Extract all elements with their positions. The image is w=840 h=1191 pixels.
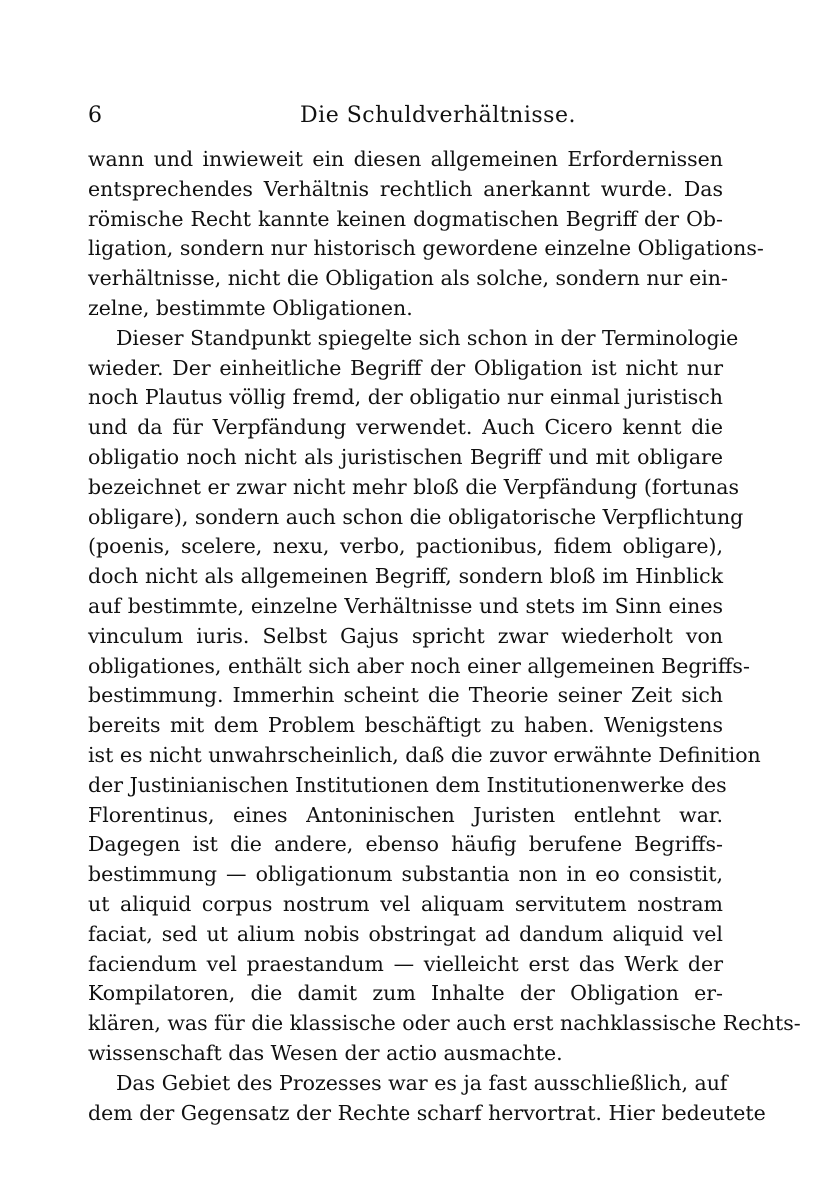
text-line: vinculum iuris. Selbst Gajus spricht zwar wiederholt von [88,623,723,648]
running-title: Die Schuldverhältnisse. [300,103,576,128]
text-line: noch Plautus völlig fremd, der obligatio nur einmal juristisch [88,385,723,410]
text-line: ist es nicht unwahrscheinlich, daß die zuvor erwähnte Definition [88,742,761,767]
text-line: römische Recht kannte keinen dogmatischen Begriff der Ob- [88,206,723,231]
body-text [88,145,801,1128]
text-line: Florentinus, eines Antoninischen Juristen entlehnt war. [88,802,723,827]
text-line: und da für Verpfändung verwendet. Auch Cicero kennt die [88,415,723,440]
text-line: dem der Gegensatz der Rechte scharf hervortrat. Hier bedeutete [88,1100,766,1125]
text-line: faciendum vel praestandum — vielleicht erst das Werk der [88,951,723,976]
text-line: bestimmung — obligationum substantia non in eo consistit, [88,862,723,887]
text-line: doch nicht als allgemeinen Begriff, sondern bloß im Hinblick [88,564,723,589]
text-line: obligationes, enthält sich aber noch einer allgemeinen Begriffs- [88,653,750,678]
text-line: ut aliquid corpus nostrum vel aliquam servitutem nostram [88,891,723,916]
text-line: klären, was für die klassische oder auch erst nachklassische Rechts- [88,1011,801,1036]
page-header [88,98,723,134]
text-line: auf bestimmte, einzelne Verhältnisse und stets im Sinn eines [88,593,723,618]
text-line: wissenschaft das Wesen der actio ausmachte. [88,1040,563,1065]
text-line: bereits mit dem Problem beschäftigt zu haben. Wenigstens [88,713,723,738]
paragraph [88,1069,766,1129]
text-line: zelne, bestimmte Obligationen. [88,295,413,320]
text-line: faciat, sed ut alium nobis obstringat ad dandum aliquid vel [88,921,723,946]
paragraph [88,324,801,1069]
text-line: der Justinianischen Institutionen dem Institutionenwerke des [88,772,727,797]
paragraph [88,145,764,324]
text-line: Das Gebiet des Prozesses war es ja fast ausschließlich, auf [116,1070,728,1095]
text-line: entsprechendes Verhältnis rechtlich anerkannt wurde. Das [88,176,723,201]
text-line: Dagegen ist die andere, ebenso häufig berufene Begriffs- [88,832,723,857]
text-line: bestimmung. Immerhin scheint die Theorie seiner Zeit sich [88,683,723,708]
text-line: obligare), sondern auch schon die obligatorische Verpflichtung [88,504,744,529]
text-line: Dieser Standpunkt spiegelte sich schon in der Terminologie [116,325,739,350]
text-line: ligation, sondern nur historisch gewordene einzelne Obligations- [88,236,764,261]
text-line: Kompilatoren, die damit zum Inhalte der Obligation er- [88,981,723,1006]
text-line: bezeichnet er zwar nicht mehr bloß die Verpfändung (fortunas [88,474,739,499]
text-line: (poenis, scelere, nexu, verbo, pactionibus, fidem obligare), [88,534,723,559]
text-line: wieder. Der einheitliche Begriff der Obligation ist nicht nur [88,355,723,380]
text-line: wann und inwieweit ein diesen allgemeinen Erfordernissen [88,147,723,171]
page-number: 6 [88,103,102,128]
text-line: obligatio noch nicht als juristischen Begriff und mit obligare [88,444,723,469]
text-line: verhältnisse, nicht die Obligation als solche, sondern nur ein- [88,266,728,291]
